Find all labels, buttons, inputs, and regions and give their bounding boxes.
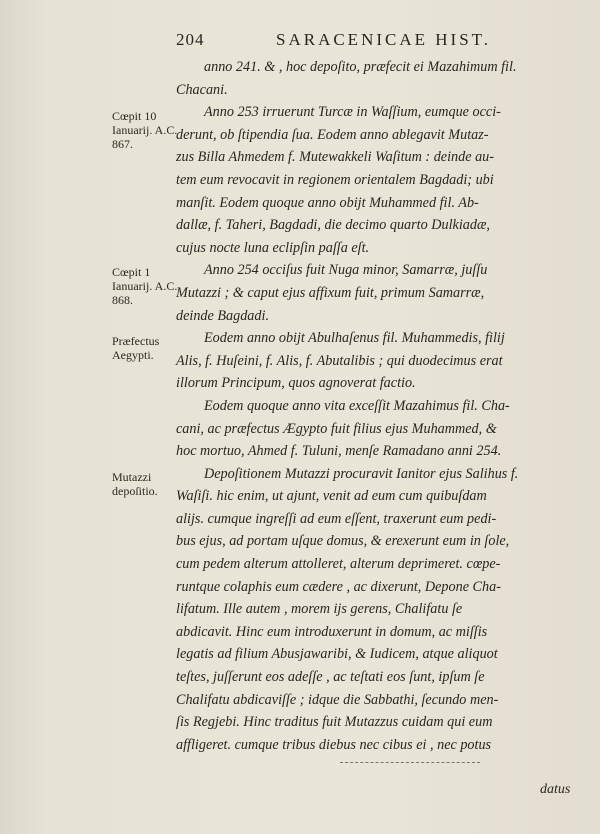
margin-note-prefect-egypt: Præfectus Aegypti. xyxy=(112,334,160,362)
catchword: datus xyxy=(540,782,571,797)
text-line: illorum Principum, quos agnoverat factio. xyxy=(176,375,416,392)
page-number: 204 xyxy=(176,30,205,49)
text-line: ſis Regjebi. Hinc traditus fuit Mutazzus cuidam qui eum xyxy=(176,714,493,731)
text-line: Eodem quoque anno vita exceſſit Mazahimus fil. Cha- xyxy=(204,397,510,414)
running-head: SARACENICAE HIST. xyxy=(276,30,492,49)
text-line: derunt, ob ſtipendia ſua. Eodem anno ablegavit Mutaz- xyxy=(176,126,489,143)
text-line: runtque colaphis eum cædere , ac dixerunt, Depone Cha- xyxy=(176,578,501,595)
text-line: deinde Bagdadi. xyxy=(176,307,269,324)
ink-dash-mark xyxy=(340,762,480,763)
text-line: Mutazzi ; & caput ejus affixum fuit, primum Samarræ, xyxy=(176,284,485,301)
text-line: hoc mortuo, Ahmed f. Tuluni, menſe Ramadano anni 254. xyxy=(176,443,502,460)
text-line: Chalifatu abdicaviſſe ; idque die Sabbathi, ſecundo men- xyxy=(176,691,499,708)
text-line: cujus nocte luna eclipſin paſſa eſt. xyxy=(176,239,370,256)
margin-note-date-867: Cœpit 10 Ianuarij. A.C. 867. xyxy=(112,109,178,151)
page-header xyxy=(176,30,540,52)
text-line: Alis, f. Huſeini, f. Alis, f. Abutalibis ; qui duodecimus erat xyxy=(176,352,503,369)
text-line: Depoſitionem Mutazzi procuravit Ianitor ejus Salihus f. xyxy=(204,465,519,482)
text-line: teſtes, juſſerunt eos adeſſe , ac teſtati eos ſunt, ipſum ſe xyxy=(176,669,485,686)
text-line: cum pedem alterum attolleret, alterum deprimeret. cœpe- xyxy=(176,556,501,573)
text-line: lifatum. Ille autem , morem ijs gerens, Chalifatu ſe xyxy=(176,601,463,618)
text-line: dallæ, f. Taheri, Bagdadi, die decimo quarto Dulkiadæ, xyxy=(176,217,490,234)
text-line: Anno 254 occiſus fuit Nuga minor, Samarræ, juſſu xyxy=(204,262,488,279)
text-line: abdicavit. Hinc eum introduxerunt in domum, ac miſſis xyxy=(176,623,488,640)
text-line: manſit. Eodem quoque anno obijt Muhammed fil. Ab- xyxy=(176,194,479,211)
main-text xyxy=(176,56,586,756)
text-line: Eodem anno obijt Abulhaſenus fil. Muhammedis, filij xyxy=(204,330,505,347)
text-line: anno 241. & , hoc depoſito, præfecit ei Mazahimum fil. xyxy=(204,59,517,75)
margin-note-date-868: Cœpit 1 Ianuarij. A.C. 868. xyxy=(112,265,178,307)
text-line: Anno 253 irruerunt Turcæ in Waſſium, eumque occi- xyxy=(204,104,501,121)
text-line: Waſiſi. hic enim, ut ajunt, venit ad eum cum quibuſdam xyxy=(176,488,487,505)
text-line: legatis ad filium Abusjawaribi, & Iudicem, atque aliquot xyxy=(176,646,498,663)
text-line: affligeret. cumque tribus diebus nec cibus ei , nec potus xyxy=(176,736,492,753)
text-line: tem eum revocavit in regionem orientalem Bagdadi; ubi xyxy=(176,171,494,188)
text-line: zus Billa Ahmedem f. Mutewakkeli Waſitum : deinde au- xyxy=(176,149,494,166)
text-line: cani, ac præfectus Ægypto fuit filius ejus Muhammed, & xyxy=(176,420,497,437)
text-line: bus ejus, ad portam uſque domus, & erexerunt eum in ſole, xyxy=(176,533,510,550)
text-line: alijs. cumque ingreſſi ad eum eſſent, traxerunt eum pedi- xyxy=(176,510,497,527)
text-line: Chacani. xyxy=(176,81,228,98)
margin-note-deposition: Mutazzi depoſitio. xyxy=(112,470,158,498)
